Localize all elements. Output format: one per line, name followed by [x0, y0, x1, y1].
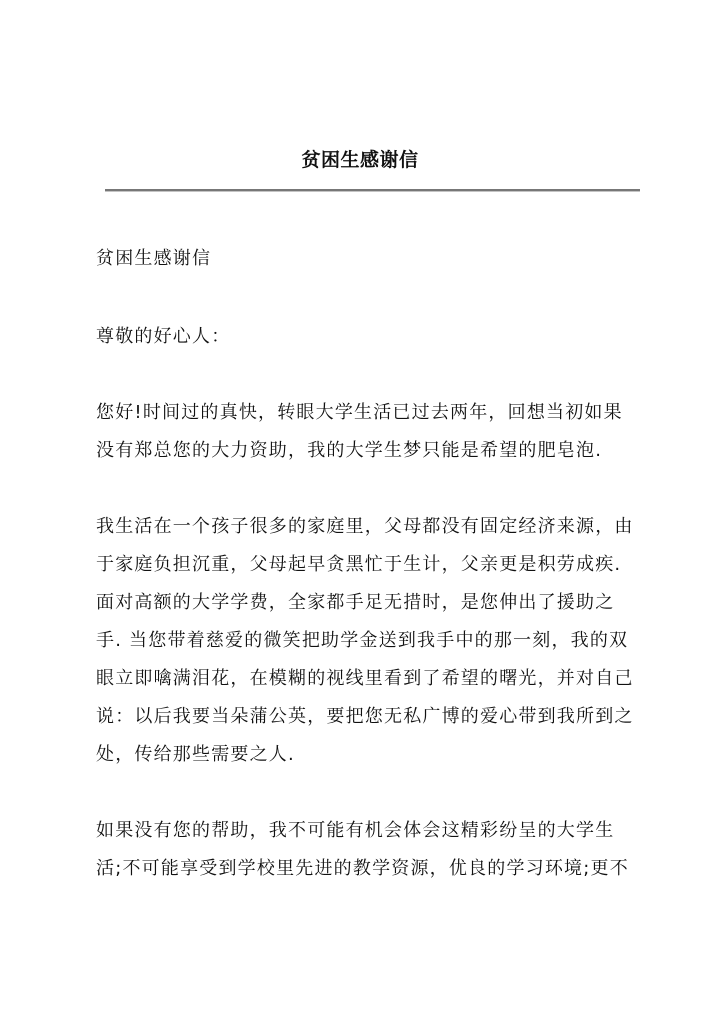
paragraph-2 [96, 508, 644, 774]
paragraph-line: 眼立即噙满泪花，在模糊的视线里看到了希望的曙光，并对自己 [96, 668, 634, 689]
paragraph-3 [96, 812, 644, 888]
title-divider [105, 189, 640, 192]
letter-heading: 贫困生感谢信 [96, 248, 212, 269]
paragraph-line: 于家庭负担沉重，父母起早贪黑忙于生计，父亲更是积劳成疾. [96, 554, 622, 575]
paragraph-line: 处，传给那些需要之人. [96, 744, 295, 765]
paragraph-line: 没有郑总您的大力资助，我的大学生梦只能是希望的肥皂泡. [96, 440, 603, 461]
letter-salutation: 尊敬的好心人： [96, 326, 231, 347]
paragraph-line: 手. 当您带着慈爱的微笑把助学金送到我手中的那一刻，我的双 [96, 630, 629, 651]
document-title: 贫困生感谢信 [301, 149, 419, 171]
paragraph-line: 面对高额的大学学费，全家都手足无措时，是您伸出了援助之 [96, 592, 615, 613]
paragraph-line: 活;不可能享受到学校里先进的教学资源，优良的学习环境;更不 [96, 858, 629, 879]
paragraph-1 [96, 394, 644, 470]
paragraph-line: 您好!时间过的真快，转眼大学生活已过去两年，回想当初如果 [96, 402, 623, 423]
paragraph-line: 我生活在一个孩子很多的家庭里，父母都没有固定经济来源，由 [96, 516, 634, 537]
paragraph-line: 如果没有您的帮助，我不可能有机会体会这精彩纷呈的大学生 [96, 820, 615, 841]
paragraph-line: 说：以后我要当朵蒲公英，要把您无私广博的爱心带到我所到之 [96, 706, 634, 727]
